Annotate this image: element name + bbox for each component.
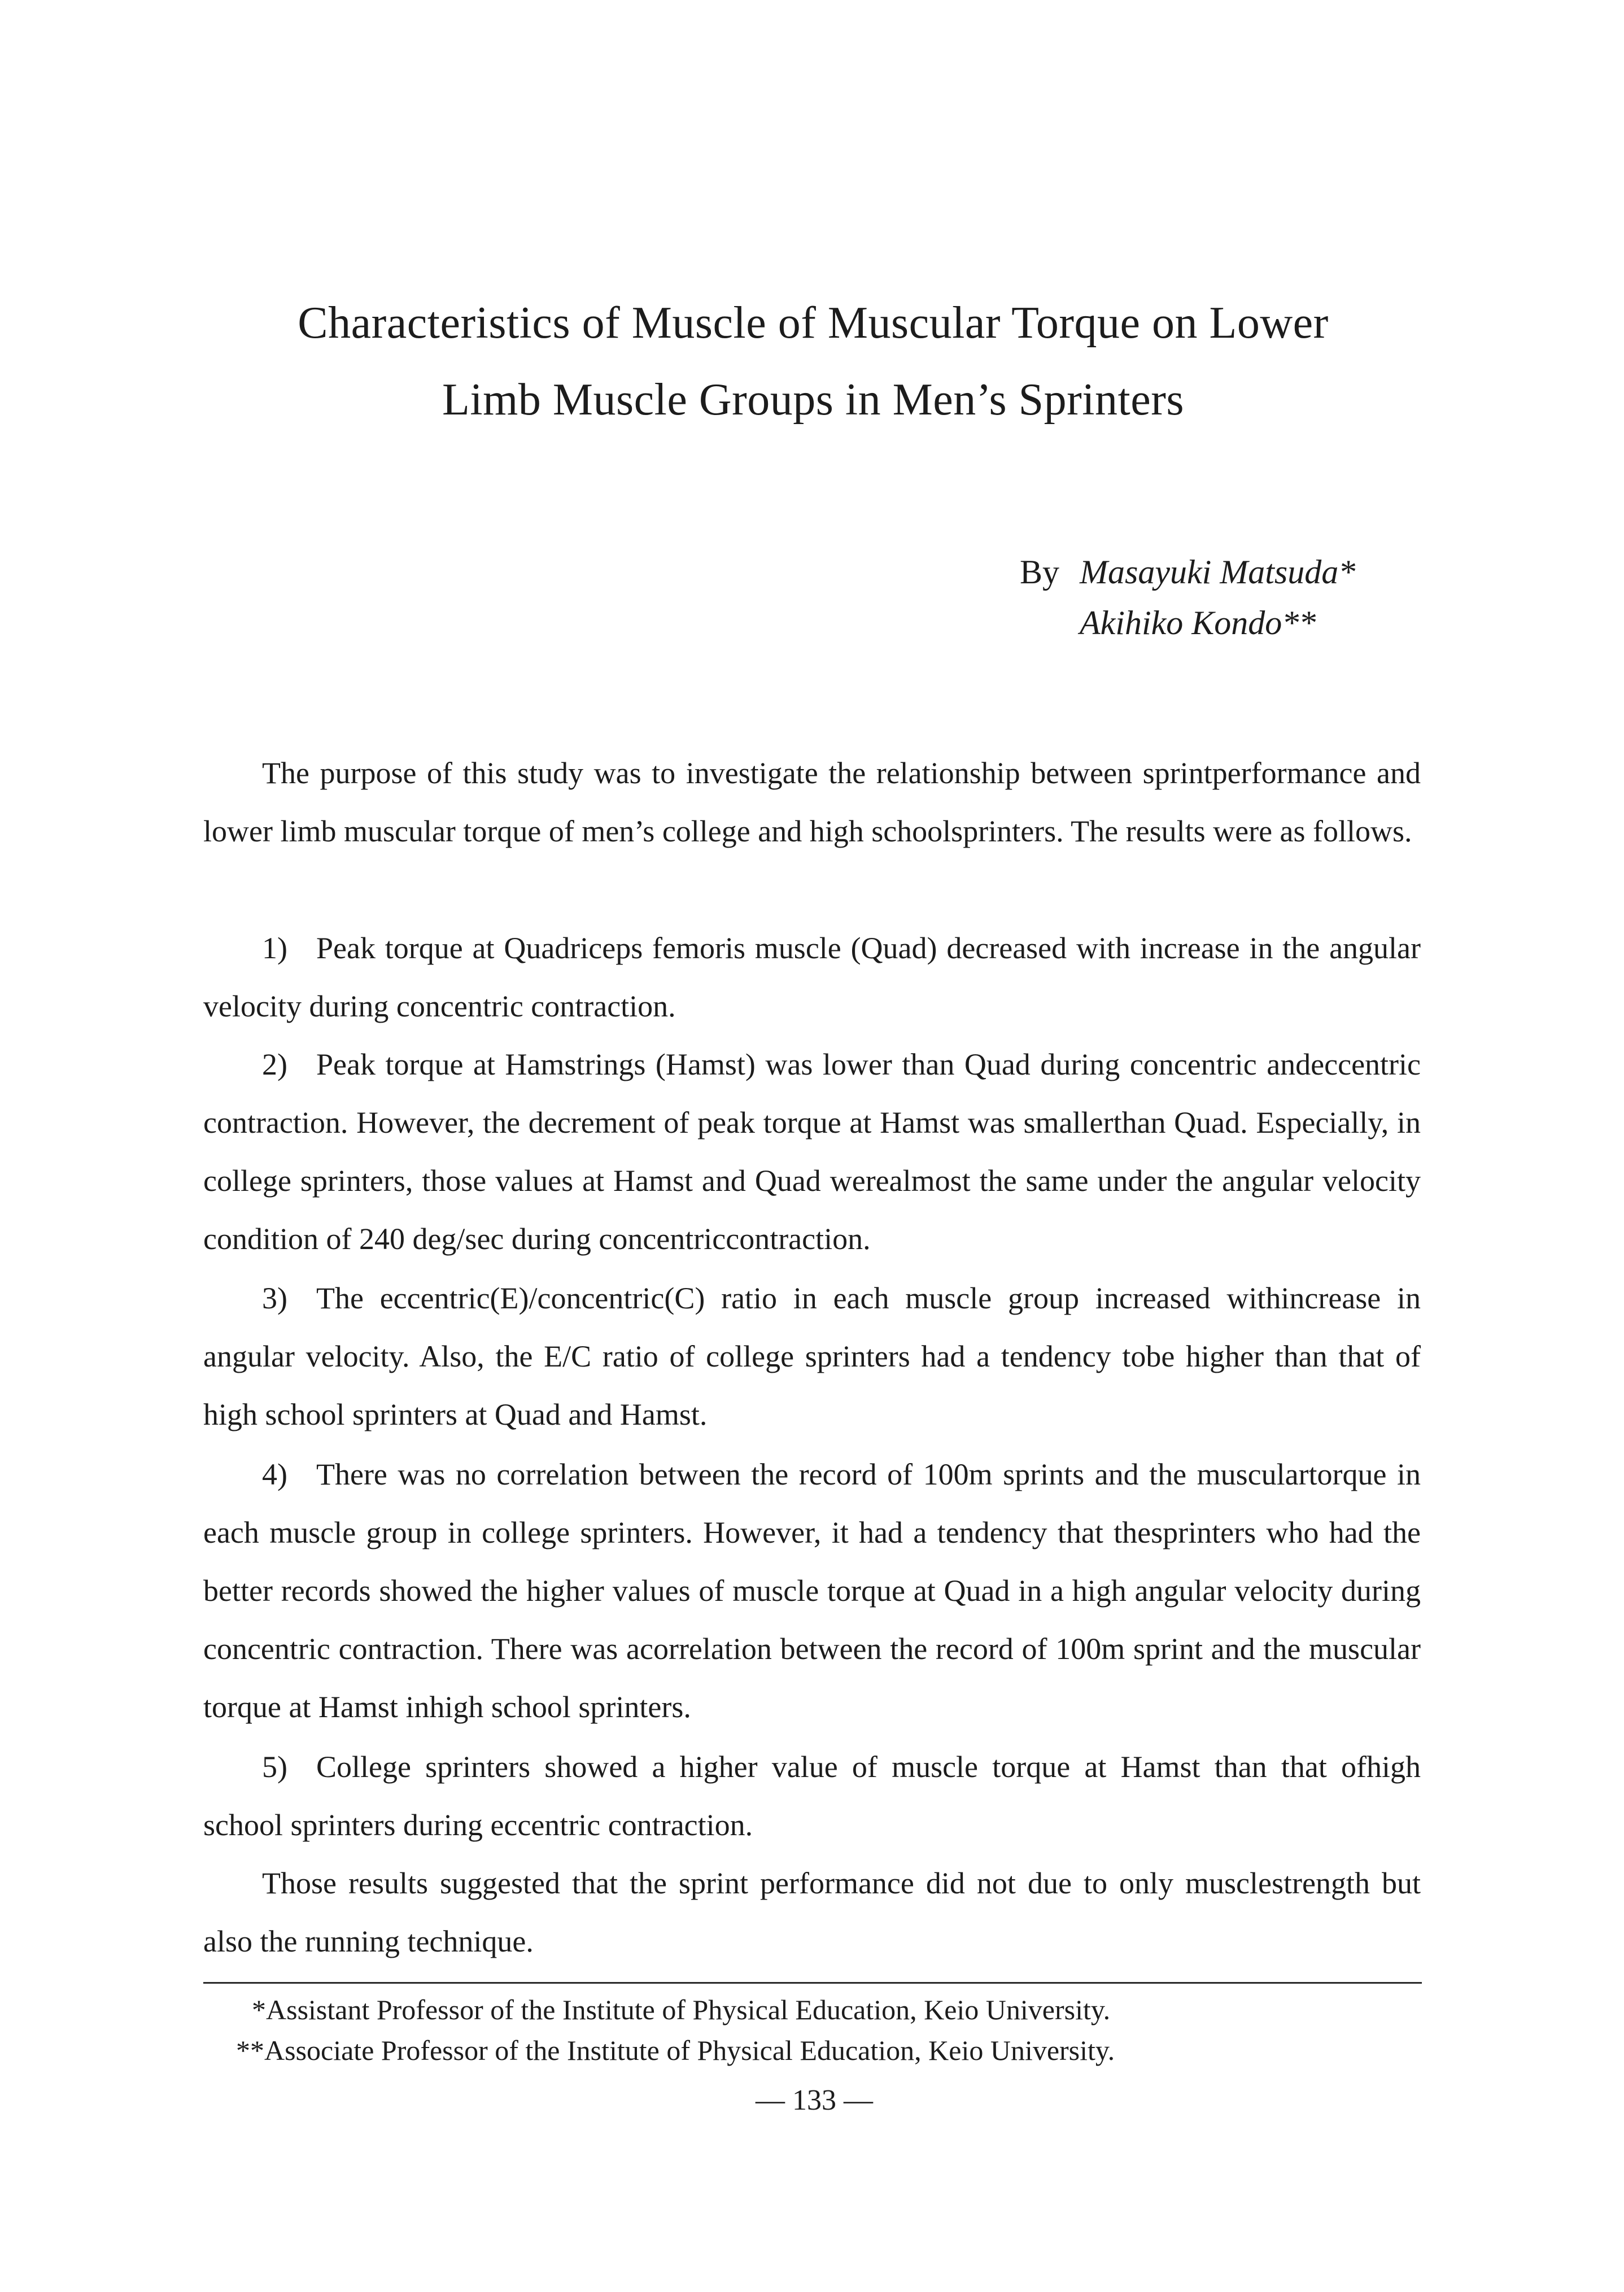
- item-number: 4): [262, 1457, 287, 1491]
- title-line-2: Limb Muscle Groups in Men’s Sprinters: [442, 375, 1184, 425]
- item-text: The eccentric(E)/concentric(C) ratio in each muscle group increased withincrease in angular velocity. Also, the E/C ratio of college sprinters had a tendency tobe higher than that of high school sprinters at Quad and Hamst.: [203, 1281, 1421, 1431]
- result-item-5: [203, 1738, 1421, 1854]
- result-item-3: [203, 1269, 1421, 1444]
- item-text: Peak torque at Hamstrings (Hamst) was lower than Quad during concentric andeccentric contraction. However, the decrement of peak torque at Hamst was smallerthan Quad. Especially, in college sprinters, those values at Hamst and Quad werealmost the same under the angular velocity condition of 240 deg/sec during concentriccontraction.: [203, 1047, 1421, 1256]
- title-line-1: Characteristics of Muscle of Muscular Torque on Lower: [298, 298, 1329, 348]
- footnote-1: *Assistant Professor of the Institute of Physical Education, Keio University.: [252, 1994, 1111, 2025]
- item-text: There was no correlation between the record of 100m sprints and the musculartorque in each muscle group in college sprinters. However, it had a tendency that thesprinters who had the better records showed the higher values of muscle torque at Quad in a high angular velocity during concentric contraction. There was acorrelation between the record of 100m sprint and the muscular torque at Hamst inhigh school sprinters.: [203, 1457, 1421, 1724]
- intro-paragraph: The purpose of this study was to investigate the relationship between sprintperformance and lower limb muscular torque of men’s college and high schoolsprinters. The results were as follows.: [203, 756, 1421, 848]
- closing-text: Those results suggested that the sprint performance did not due to only musclestrength but also the running technique.: [203, 1866, 1421, 1958]
- item-number: 2): [262, 1047, 287, 1081]
- footnote-2: **Associate Professor of the Institute of Physical Education, Keio University.: [236, 2035, 1115, 2066]
- abstract-intro: [203, 744, 1421, 861]
- item-number: 1): [262, 931, 287, 965]
- result-item-2: [203, 1036, 1421, 1268]
- item-text: College sprinters showed a higher value of muscle torque at Hamst than that ofhigh school sprinters during eccentric contraction.: [203, 1750, 1421, 1842]
- result-item-4: [203, 1446, 1421, 1736]
- footnote-divider: [203, 1982, 1422, 1984]
- page-number: — 133 —: [756, 2084, 873, 2116]
- result-item-1: [203, 919, 1421, 1036]
- item-number: 3): [262, 1281, 287, 1315]
- author-1: Masayuki Matsuda*: [1080, 553, 1356, 591]
- item-number: 5): [262, 1750, 287, 1784]
- closing-paragraph: [203, 1854, 1421, 1971]
- byline-label: By: [1020, 553, 1060, 591]
- item-text: Peak torque at Quadriceps femoris muscle (Quad) decreased with increase in the angular velocity during concentric contraction.: [203, 931, 1421, 1023]
- author-2: Akihiko Kondo**: [1080, 604, 1316, 641]
